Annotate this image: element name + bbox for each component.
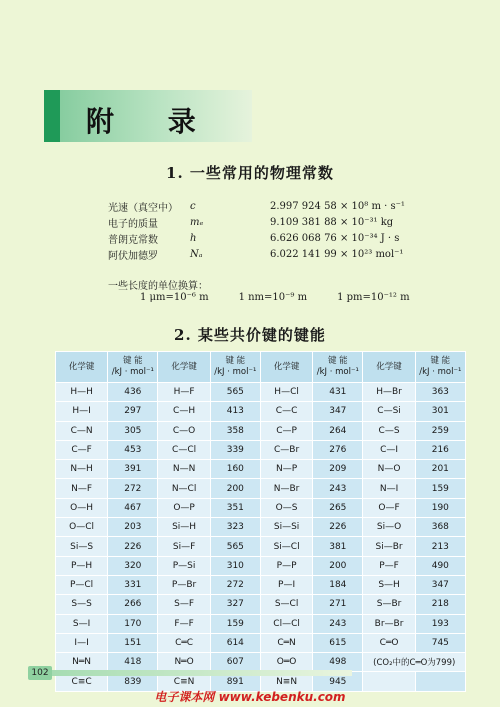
- bond-cell: N—O: [363, 460, 415, 479]
- bond-cell: S—I: [56, 614, 108, 633]
- energy-cell: 358: [210, 421, 260, 440]
- energy-cell: 276: [313, 440, 363, 459]
- bond-cell: C—Cl: [158, 440, 210, 459]
- table-row: [56, 575, 466, 594]
- energy-cell: 839: [108, 672, 158, 691]
- energy-cell: 160: [210, 460, 260, 479]
- table-body: [56, 383, 466, 692]
- table-row: [56, 460, 466, 479]
- bond-cell: P—H: [56, 556, 108, 575]
- units-row: [140, 292, 410, 303]
- energy-cell: 170: [108, 614, 158, 633]
- energy-cell: 243: [313, 479, 363, 498]
- bond-cell: S—S: [56, 595, 108, 614]
- energy-unit: /kJ · mol⁻¹: [316, 367, 359, 377]
- energy-label: 键 能: [122, 356, 143, 366]
- energy-cell: 347: [415, 575, 465, 594]
- column-header-bond: 化学键: [56, 352, 108, 383]
- energy-cell: 200: [313, 556, 363, 575]
- table-row: [56, 518, 466, 537]
- bond-cell: S—F: [158, 595, 210, 614]
- bond-cell: N—I: [363, 479, 415, 498]
- energy-cell: 203: [108, 518, 158, 537]
- energy-cell: 243: [313, 614, 363, 633]
- constant-value: 2.997 924 58 × 10⁸ m · s⁻¹: [270, 200, 405, 212]
- bond-cell: O—F: [363, 498, 415, 517]
- energy-cell: 209: [313, 460, 363, 479]
- energy-cell: 200: [210, 479, 260, 498]
- bond-cell: Si—F: [158, 537, 210, 556]
- energy-cell: 391: [108, 460, 158, 479]
- energy-cell: 615: [313, 633, 363, 652]
- constant-row: [108, 230, 470, 246]
- energy-cell: 453: [108, 440, 158, 459]
- bond-cell: P—P: [260, 556, 312, 575]
- section1-title: 1. 一些常用的物理常数: [166, 164, 334, 182]
- energy-cell: 431: [313, 383, 363, 402]
- bond-cell: C═O: [363, 633, 415, 652]
- energy-cell: 159: [210, 614, 260, 633]
- constant-row: [108, 198, 470, 214]
- page-number: 102: [28, 666, 52, 680]
- energy-cell: 305: [108, 421, 158, 440]
- constant-row: [108, 214, 470, 230]
- bond-cell: N—Br: [260, 479, 312, 498]
- constant-symbol: c: [190, 200, 196, 212]
- bond-cell: S—H: [363, 575, 415, 594]
- bond-cell: C—S: [363, 421, 415, 440]
- bond-cell: F—F: [158, 614, 210, 633]
- energy-cell: 201: [415, 460, 465, 479]
- bond-cell: C—Si: [363, 402, 415, 421]
- bond-energy-table: [55, 351, 466, 692]
- bond-cell: P—Br: [158, 575, 210, 594]
- energy-cell: 226: [108, 537, 158, 556]
- unit-conversion: 1 pm=10⁻¹² m: [337, 292, 410, 303]
- bond-cell: N—Cl: [158, 479, 210, 498]
- column-header-bond: 化学键: [158, 352, 210, 383]
- bond-cell: H—I: [56, 402, 108, 421]
- bond-cell: O—S: [260, 498, 312, 517]
- energy-cell: 184: [313, 575, 363, 594]
- table-header-row: [56, 352, 466, 383]
- energy-cell: 339: [210, 440, 260, 459]
- energy-label: 键 能: [225, 356, 246, 366]
- table-row: [56, 383, 466, 402]
- bond-cell: C—C: [260, 402, 312, 421]
- constant-symbol: mₑ: [190, 216, 204, 228]
- constant-row: [108, 246, 470, 262]
- bond-cell: S—Br: [363, 595, 415, 614]
- bond-cell: P—I: [260, 575, 312, 594]
- bond-cell: H—Cl: [260, 383, 312, 402]
- bond-cell: N═O: [158, 653, 210, 672]
- bond-cell: Si—S: [56, 537, 108, 556]
- energy-cell: 301: [415, 402, 465, 421]
- bond-cell: C—I: [363, 440, 415, 459]
- constant-name: 光速（真空中）: [108, 202, 178, 214]
- constant-value: 9.109 381 88 × 10⁻³¹ kg: [270, 216, 394, 228]
- table-row: [56, 498, 466, 517]
- energy-unit: /kJ · mol⁻¹: [111, 367, 154, 377]
- constant-name: 电子的质量: [108, 218, 158, 230]
- column-header-energy: [415, 352, 465, 383]
- bond-cell: C≡C: [56, 672, 108, 691]
- bond-cell: O—Cl: [56, 518, 108, 537]
- energy-cell: 213: [415, 537, 465, 556]
- energy-cell: 945: [313, 672, 363, 691]
- bond-cell: C—F: [56, 440, 108, 459]
- energy-cell: 614: [210, 633, 260, 652]
- table-row: [56, 633, 466, 652]
- energy-label: 键 能: [327, 356, 348, 366]
- bond-cell: N—F: [56, 479, 108, 498]
- energy-cell: 331: [108, 575, 158, 594]
- energy-unit: /kJ · mol⁻¹: [419, 367, 462, 377]
- column-header-bond: 化学键: [260, 352, 312, 383]
- bond-cell: N—N: [158, 460, 210, 479]
- bond-cell: Si—O: [363, 518, 415, 537]
- column-header-bond: 化学键: [363, 352, 415, 383]
- bond-cell: H—Br: [363, 383, 415, 402]
- table-row: [56, 595, 466, 614]
- energy-cell: 193: [415, 614, 465, 633]
- bond-cell: C—P: [260, 421, 312, 440]
- bond-cell: P—Cl: [56, 575, 108, 594]
- constants-list: [108, 198, 470, 262]
- energy-cell: 320: [108, 556, 158, 575]
- bond-cell: P—F: [363, 556, 415, 575]
- page-title: 附 录: [86, 105, 218, 138]
- bond-cell: Cl—Cl: [260, 614, 312, 633]
- energy-cell: 226: [313, 518, 363, 537]
- bond-cell: Si—Br: [363, 537, 415, 556]
- energy-cell: 264: [313, 421, 363, 440]
- bond-cell: N═N: [56, 653, 108, 672]
- energy-cell: 151: [108, 633, 158, 652]
- energy-cell: 467: [108, 498, 158, 517]
- energy-unit: /kJ · mol⁻¹: [214, 367, 257, 377]
- footer-bar: [52, 670, 352, 676]
- bond-cell: C—O: [158, 421, 210, 440]
- energy-cell: 327: [210, 595, 260, 614]
- constant-value: 6.022 141 99 × 10²³ mol⁻¹: [270, 248, 404, 260]
- energy-cell: 351: [210, 498, 260, 517]
- bond-cell: O—P: [158, 498, 210, 517]
- bond-cell: C═N: [260, 633, 312, 652]
- energy-cell: 347: [313, 402, 363, 421]
- table-row: [56, 479, 466, 498]
- constant-symbol: Nₐ: [190, 248, 203, 260]
- energy-cell: 498: [313, 653, 363, 672]
- bond-cell: Br—Br: [363, 614, 415, 633]
- bond-cell: C—N: [56, 421, 108, 440]
- energy-cell: 607: [210, 653, 260, 672]
- energy-cell: 297: [108, 402, 158, 421]
- bond-cell: P—Si: [158, 556, 210, 575]
- unit-conversion: 1 nm=10⁻⁹ m: [238, 292, 308, 303]
- table-note: (CO₂中的C═O为799): [363, 653, 466, 672]
- bond-cell: O═O: [260, 653, 312, 672]
- bond-cell: H—H: [56, 383, 108, 402]
- energy-cell: 218: [415, 595, 465, 614]
- energy-cell: 565: [210, 537, 260, 556]
- energy-cell: 436: [108, 383, 158, 402]
- energy-cell: 363: [415, 383, 465, 402]
- bond-cell: C—H: [158, 402, 210, 421]
- bond-cell: N≡N: [260, 672, 312, 691]
- bond-cell: H—F: [158, 383, 210, 402]
- bond-cell: Si—Cl: [260, 537, 312, 556]
- constant-name: 普朗克常数: [108, 234, 158, 246]
- bond-cell: C—Br: [260, 440, 312, 459]
- bond-cell: S—Cl: [260, 595, 312, 614]
- bond-cell: C═C: [158, 633, 210, 652]
- column-header-energy: [210, 352, 260, 383]
- table-row: [56, 402, 466, 421]
- energy-cell: 159: [415, 479, 465, 498]
- energy-cell: 490: [415, 556, 465, 575]
- column-header-energy: [313, 352, 363, 383]
- constant-symbol: h: [190, 232, 197, 244]
- bond-cell: Si—H: [158, 518, 210, 537]
- energy-cell: 891: [210, 672, 260, 691]
- energy-cell: 272: [108, 479, 158, 498]
- energy-cell: 418: [108, 653, 158, 672]
- energy-cell: 565: [210, 383, 260, 402]
- energy-cell: 368: [415, 518, 465, 537]
- table-row: [56, 421, 466, 440]
- energy-cell: 310: [210, 556, 260, 575]
- table-row: [56, 614, 466, 633]
- watermark: 电子课本网 www.kebenku.com: [154, 690, 346, 704]
- energy-cell: 271: [313, 595, 363, 614]
- table-row: [56, 537, 466, 556]
- bond-cell: Si—Si: [260, 518, 312, 537]
- column-header-energy: [108, 352, 158, 383]
- constant-name: 阿伏加德罗: [108, 250, 158, 262]
- bond-cell: I—I: [56, 633, 108, 652]
- energy-cell: 381: [313, 537, 363, 556]
- energy-cell: 266: [108, 595, 158, 614]
- bond-cell: N—H: [56, 460, 108, 479]
- energy-cell: 259: [415, 421, 465, 440]
- energy-cell: 216: [415, 440, 465, 459]
- bond-cell: C≡N: [158, 672, 210, 691]
- bond-cell: N—P: [260, 460, 312, 479]
- energy-label: 键 能: [430, 356, 451, 366]
- table-row: [56, 556, 466, 575]
- units-title: 一些长度的单位换算：: [108, 281, 208, 292]
- energy-cell: 190: [415, 498, 465, 517]
- header-accent: [44, 90, 60, 142]
- energy-cell: 272: [210, 575, 260, 594]
- table-row: [56, 440, 466, 459]
- energy-cell: 413: [210, 402, 260, 421]
- bond-cell: O—H: [56, 498, 108, 517]
- energy-cell: 745: [415, 633, 465, 652]
- energy-cell: 265: [313, 498, 363, 517]
- section2-title: 2. 某些共价键的键能: [174, 326, 326, 344]
- constant-value: 6.626 068 76 × 10⁻³⁴ J · s: [270, 232, 400, 244]
- energy-cell: 323: [210, 518, 260, 537]
- unit-conversion: 1 μm=10⁻⁶ m: [140, 292, 209, 303]
